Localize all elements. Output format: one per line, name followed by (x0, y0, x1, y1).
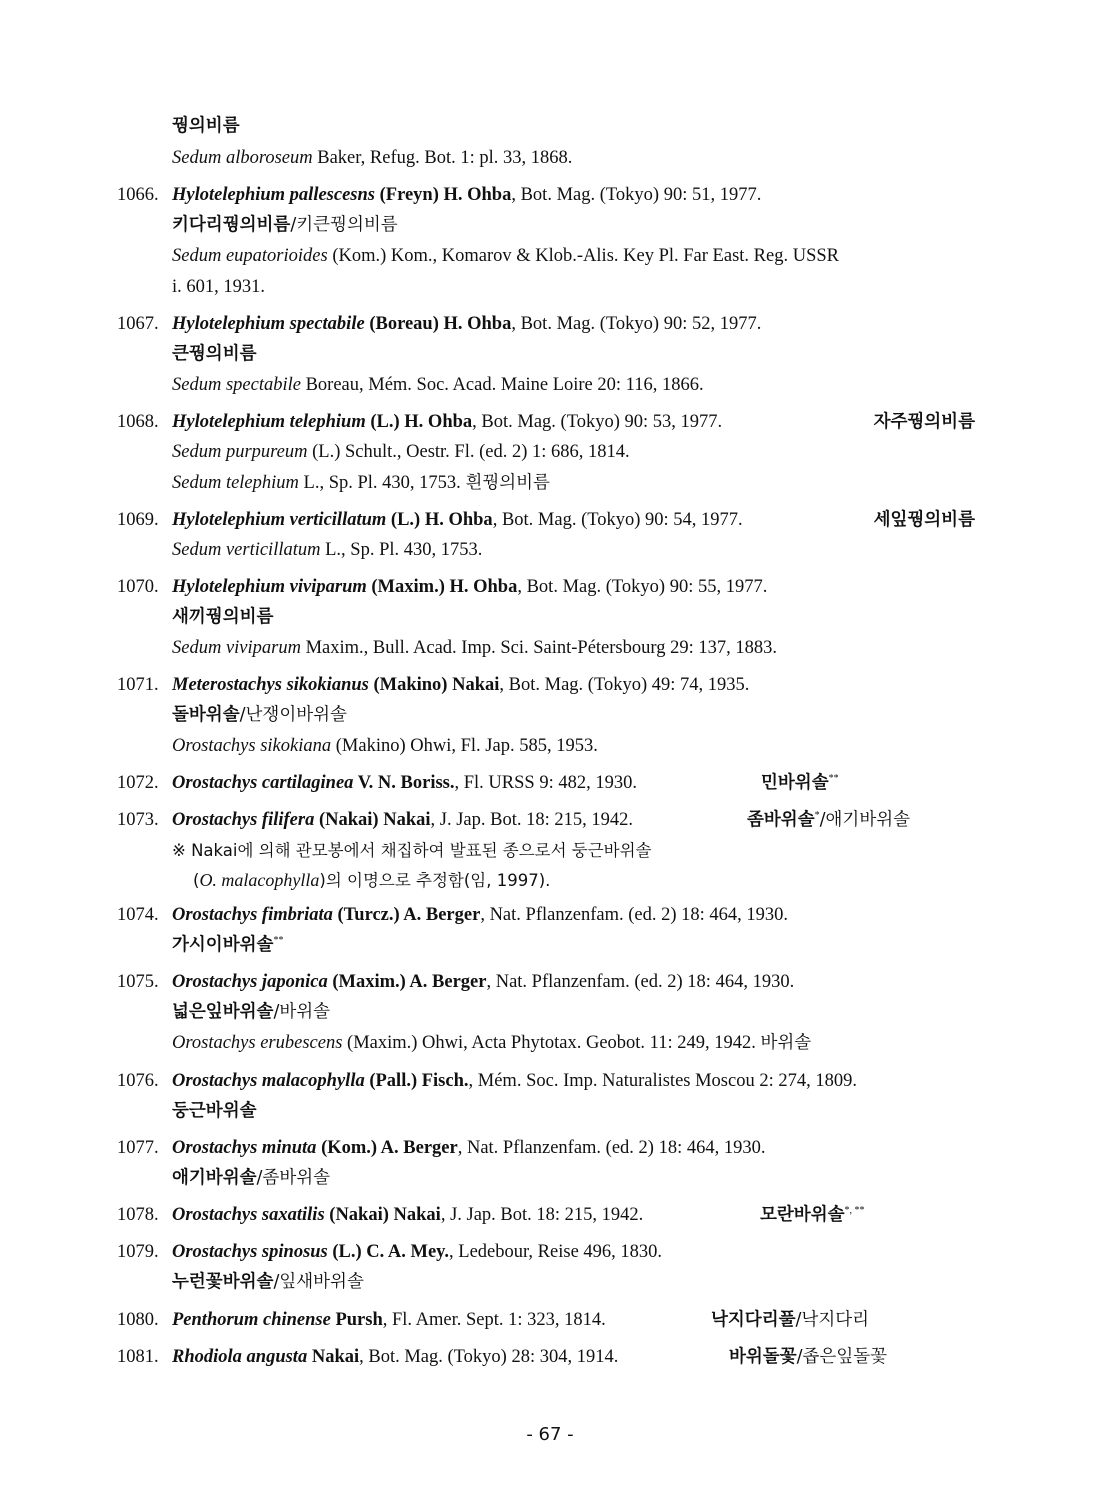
citation: , Nat. Pflanzenfam. (ed. 2) 18: 464, 1930. (457, 1138, 766, 1158)
korean-name: 세잎꿩의비름 (873, 510, 975, 530)
korean-name: 키다리꿩의비름/키큰꿩의비름 (172, 215, 398, 235)
scientific-name: Hylotelephium pallescesns (172, 185, 375, 205)
citation: , Bot. Mag. (Tokyo) 90: 55, 1977. (517, 577, 768, 597)
entry-number: 1077. (117, 1138, 159, 1158)
author: (Boreau) H. Ohba (364, 314, 512, 334)
scientific-name: Orostachys japonica (172, 972, 328, 992)
korean-name: 돌바위솔/난쟁이바위솔 (172, 705, 347, 725)
citation: , Mém. Soc. Imp. Naturalistes Moscou 2: 274, 1809. (468, 1071, 857, 1091)
author: (Kom.) A. Berger (316, 1138, 458, 1158)
korean-alt-name: /좁은잎돌꽃 (796, 1347, 888, 1367)
entry-number: 1073. (117, 810, 159, 830)
synonym-line: Sedum viviparum Maxim., Bull. Acad. Imp. Sci. Saint-Pétersbourg 29: 137, 1883. (172, 638, 777, 658)
citation: , J. Jap. Bot. 18: 215, 1942. (440, 1205, 644, 1225)
scientific-name: Orostachys filifera (172, 810, 315, 830)
footnote-mark: ** (828, 772, 839, 784)
korean-name: 새끼꿩의비름 (172, 607, 274, 627)
entry-number: 1081. (117, 1347, 159, 1367)
citation: , Fl. Amer. Sept. 1: 323, 1814. (382, 1310, 606, 1330)
citation: , Bot. Mag. (Tokyo) 49: 74, 1935. (499, 675, 750, 695)
synonym-line: Sedum purpureum (L.) Schult., Oestr. Fl. (ed. 2) 1: 686, 1814. (172, 442, 630, 462)
author: (L.) C. A. Mey. (327, 1242, 450, 1262)
citation: , Bot. Mag. (Tokyo) 28: 304, 1914. (359, 1347, 619, 1367)
korean-name: 좀바위솔 (747, 810, 815, 830)
korean-name: 바위돌꽃 (729, 1347, 797, 1367)
author: (L.) H. Ohba (386, 510, 493, 530)
entry-number: 1074. (117, 905, 159, 925)
scientific-name: Orostachys minuta (172, 1138, 317, 1158)
citation: , Fl. URSS 9: 482, 1930. (454, 773, 637, 793)
footnote-mark: * (814, 809, 820, 821)
korean-name: 큰꿩의비름 (172, 344, 257, 364)
author: (L.) H. Ohba (365, 412, 473, 432)
author: (Turcz.) A. Berger (332, 905, 481, 925)
citation: , Ledebour, Reise 496, 1830. (449, 1242, 663, 1262)
citation: , J. Jap. Bot. 18: 215, 1942. (430, 810, 633, 830)
scientific-name: Orostachys malacophylla (172, 1071, 365, 1091)
entry-number: 1072. (117, 773, 159, 793)
author: (Freyn) H. Ohba (374, 185, 512, 205)
synonym-line: Sedum verticillatum L., Sp. Pl. 430, 1753. (172, 540, 483, 560)
citation: , Bot. Mag. (Tokyo) 90: 51, 1977. (511, 185, 762, 205)
scientific-name: Rhodiola angusta (172, 1347, 308, 1367)
korean-name: 넓은잎바위솔/바위솔 (172, 1002, 331, 1022)
synonym-line: Sedum spectabile Boreau, Mém. Soc. Acad. Maine Loire 20: 116, 1866. (172, 375, 704, 395)
korean-name: 모란바위솔 (760, 1205, 845, 1225)
korean-name: 둥근바위솔 (172, 1101, 257, 1121)
scientific-name: Hylotelephium telephium (172, 412, 366, 432)
scientific-name: Hylotelephium verticillatum (172, 510, 387, 530)
korean-name: 자주꿩의비름 (873, 412, 975, 432)
citation: , Bot. Mag. (Tokyo) 90: 53, 1977. (472, 412, 723, 432)
author: (Maxim.) A. Berger (327, 972, 487, 992)
entry-number: 1079. (117, 1242, 159, 1262)
note-line: (O. malacophylla)의 이명으로 추정함(임, 1997). (193, 870, 551, 890)
note-line: ※ Nakai에 의해 관모봉에서 채집하여 발표된 종으로서 둥근바위솔 (172, 841, 652, 860)
entry-number: 1068. (117, 412, 159, 432)
author: V. N. Boriss. (353, 773, 455, 793)
scientific-name: Hylotelephium spectabile (172, 314, 365, 334)
author: (Nakai) Nakai (324, 1205, 441, 1225)
korean-name: 꿩의비름 (172, 116, 240, 136)
synonym-line: Sedum telephium L., Sp. Pl. 430, 1753. 흰꿩의비름 (172, 473, 550, 493)
scientific-name: Penthorum chinense (172, 1310, 331, 1330)
entry-number: 1069. (117, 510, 159, 530)
entry-number: 1080. (117, 1310, 159, 1330)
scientific-name: Orostachys saxatilis (172, 1205, 325, 1225)
entry-number: 1066. (117, 185, 159, 205)
scientific-name: Orostachys spinosus (172, 1242, 328, 1262)
scientific-name: Meterostachys sikokianus (172, 675, 369, 695)
citation: , Nat. Pflanzenfam. (ed. 2) 18: 464, 1930. (480, 905, 789, 925)
entry-number: 1067. (117, 314, 159, 334)
page-number: - 67 - (526, 1424, 574, 1445)
korean-name: 애기바위솔/좀바위솔 (172, 1168, 331, 1188)
korean-alt-name: /애기바위솔 (819, 810, 911, 830)
korean-name: 가시이바위솔** (172, 934, 284, 955)
entry-number: 1071. (117, 675, 159, 695)
author: (Pall.) Fisch. (364, 1071, 469, 1091)
synonym-line: Sedum alboroseum Baker, Refug. Bot. 1: pl. 33, 1868. (172, 148, 573, 168)
author: Pursh (330, 1310, 383, 1330)
synonym-line: Orostachys sikokiana (Makino) Ohwi, Fl. Jap. 585, 1953. (172, 736, 598, 756)
author: (Makino) Nakai (368, 675, 500, 695)
scientific-name: Hylotelephium viviparum (172, 577, 367, 597)
synonym-line: Sedum eupatorioides (Kom.) Kom., Komarov & Klob.-Alis. Key Pl. Far East. Reg. USSR (172, 246, 839, 266)
korean-alt-name: /낙지다리 (795, 1310, 870, 1330)
korean-name: 누런꽃바위솔/잎새바위솔 (172, 1272, 364, 1292)
scientific-name: Orostachys cartilaginea (172, 773, 354, 793)
entry-number: 1078. (117, 1205, 159, 1225)
author: Nakai (307, 1347, 360, 1367)
citation: , Bot. Mag. (Tokyo) 90: 52, 1977. (511, 314, 762, 334)
footnote-mark: *, ** (844, 1204, 865, 1216)
synonym-line: Orostachys erubescens (Maxim.) Ohwi, Acta Phytotax. Geobot. 11: 249, 1942. 바위솔 (172, 1033, 812, 1053)
entry-number: 1070. (117, 577, 159, 597)
scientific-name: Orostachys fimbriata (172, 905, 333, 925)
author: (Maxim.) H. Ohba (366, 577, 518, 597)
citation: , Nat. Pflanzenfam. (ed. 2) 18: 464, 1930. (486, 972, 795, 992)
entry-number: 1076. (117, 1071, 159, 1091)
korean-name: 낙지다리풀 (711, 1310, 796, 1330)
synonym-line-cont: i. 601, 1931. (172, 277, 266, 297)
citation: , Bot. Mag. (Tokyo) 90: 54, 1977. (492, 510, 743, 530)
author: (Nakai) Nakai (314, 810, 431, 830)
entry-number: 1075. (117, 972, 159, 992)
korean-name: 민바위솔 (761, 773, 829, 793)
